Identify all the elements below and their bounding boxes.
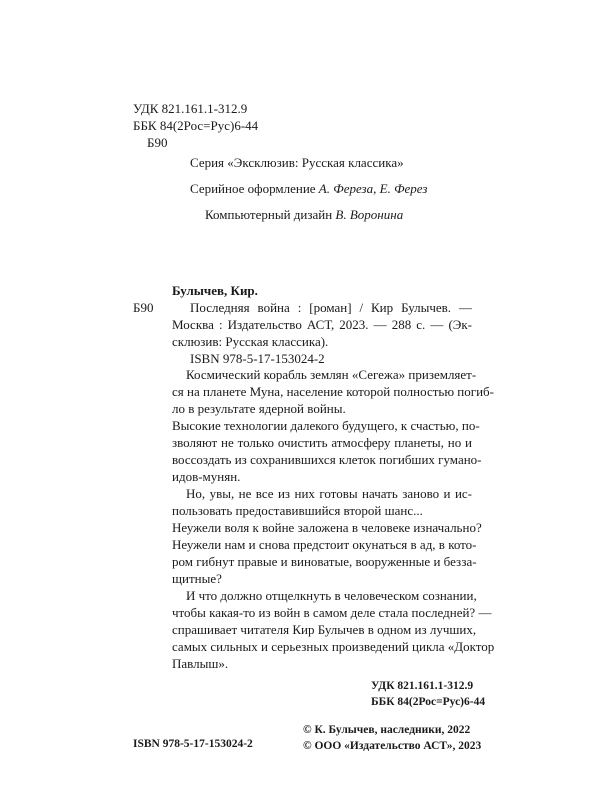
annotation-line: спрашивает читателя Кир Булычев в одном из лучших,: [172, 622, 477, 637]
annotation-line: пользовать предоставившийся второй шанс...: [172, 503, 423, 518]
header-udk: УДК 821.161.1-312.9: [133, 101, 248, 116]
annotation-line: воссоздать из сохранившихся клеток погибших гумано-: [172, 452, 482, 467]
annotation-line: Павлыш».: [172, 656, 229, 671]
series-design-names: А. Фереза, Е. Ферез: [318, 181, 428, 196]
annotation-line: Неужели воля к войне заложена в человеке изначально?: [172, 520, 482, 535]
footer-bbk: ББК 84(2Рос=Рус)6-44: [371, 696, 486, 708]
annotation-line: зволяют не только очистить атмосферу планеты, но и: [172, 435, 472, 450]
footer-isbn: ISBN 978-5-17-153024-2: [133, 738, 253, 750]
series-design-label: Серийное оформление: [190, 181, 319, 196]
annotation-line: Космический корабль землян «Сегежа» приземляет-: [186, 367, 477, 382]
catalog-entry-line: склюзив: Русская классика).: [172, 334, 329, 349]
annotation-line: И что должно отщелкнуть в человеческом сознании,: [186, 588, 477, 603]
copyright-author: © К. Булычев, наследники, 2022: [303, 724, 471, 736]
computer-design-name: В. Воронина: [335, 207, 404, 222]
annotation-line: ся на планете Муна, население которой полностью погиб-: [172, 384, 494, 399]
annotation-line: самых сильных и серьезных произведений цикла «Доктор: [172, 639, 495, 654]
catalog-code: Б90: [133, 300, 154, 315]
annotation-line: Неужели нам и снова предстоит окунаться в ад, в кото-: [172, 537, 477, 552]
catalog-isbn: ISBN 978-5-17-153024-2: [190, 351, 325, 366]
header-bbk: ББК 84(2Рос=Рус)6-44: [133, 118, 259, 133]
annotation-line: ром гибнут правые и виноватые, вооруженные и безза-: [172, 554, 477, 569]
annotation-line: чтобы какая-то из войн в самом деле стала последней? —: [172, 605, 492, 620]
annotation-line: Но, увы, не все из них готовы начать заново и ис-: [186, 486, 472, 501]
annotation-line: Высокие технологии далекого будущего, к счастью, по-: [172, 418, 480, 433]
computer-design-label: Компьютерный дизайн: [205, 207, 336, 222]
catalog-entry-line: Последняя война : [роман] / Кир Булычев. —: [190, 300, 472, 315]
computer-design-credit: [205, 206, 403, 223]
series-title: Серия «Эксклюзив: Русская классика»: [190, 155, 404, 170]
annotation-line: щитные?: [172, 571, 222, 586]
footer-udk: УДК 821.161.1-312.9: [371, 680, 474, 692]
copyright-publisher: © ООО «Издательство АСТ», 2023: [303, 740, 482, 752]
annotation-line: ло в результате ядерной войны.: [172, 401, 346, 416]
header-code: Б90: [147, 135, 168, 150]
annotation-line: идов-мунян.: [172, 469, 241, 484]
catalog-entry-line: Москва : Издательство АСТ, 2023. — 288 с. — (Эк-: [172, 317, 472, 332]
series-design-credit: [190, 180, 427, 197]
catalog-author: Булычев, Кир.: [172, 283, 258, 298]
